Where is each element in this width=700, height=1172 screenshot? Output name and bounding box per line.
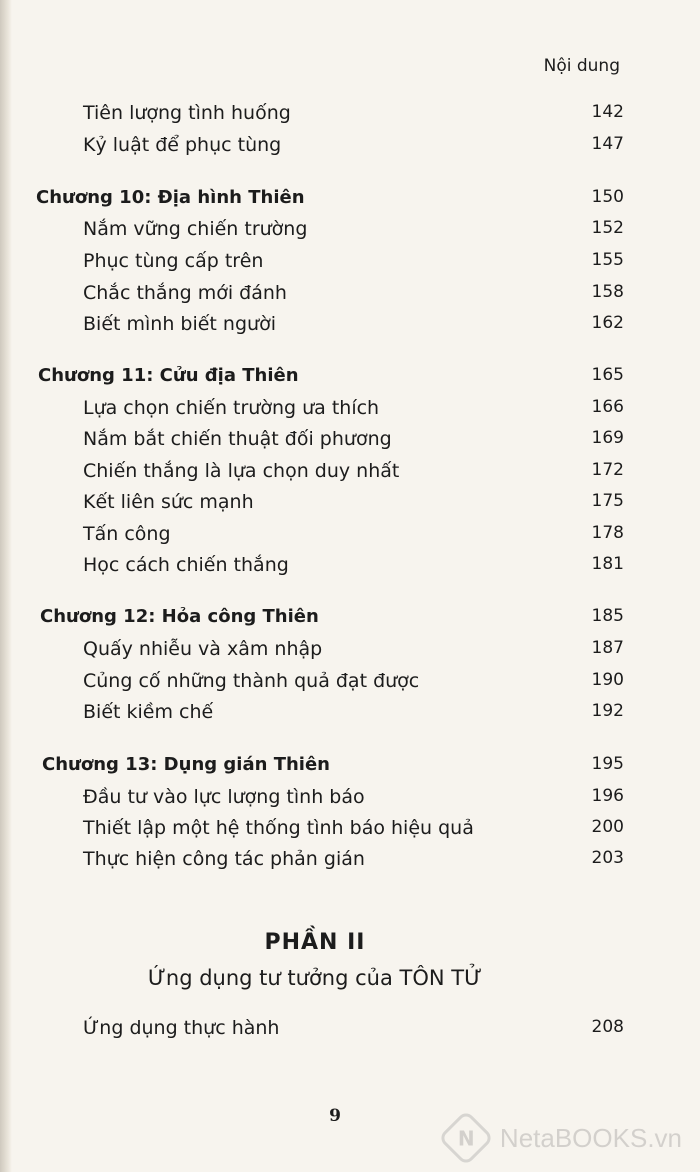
page-ref: 166 — [591, 397, 624, 417]
entry-title: Nắm vững chiến trường — [83, 218, 308, 240]
toc-chapter-row — [0, 606, 700, 636]
page-number: 9 — [329, 1106, 341, 1126]
toc-entry-row — [0, 397, 700, 427]
toc-entry-row — [0, 554, 700, 584]
entry-title: Tấn công — [83, 523, 171, 545]
page-ref: 155 — [591, 250, 624, 270]
entry-title: Thiết lập một hệ thống tình báo hiệu quả — [83, 817, 474, 839]
toc-entry-row — [0, 701, 700, 731]
page-ref: 187 — [591, 638, 624, 658]
running-header: Nội dung — [543, 56, 620, 76]
toc-entry-row — [0, 670, 700, 700]
toc-entry-row — [0, 786, 700, 816]
page-ref: 185 — [591, 606, 624, 626]
toc-entry-row — [0, 523, 700, 553]
part-heading: PHẦN II — [264, 930, 366, 955]
entry-title: Chắc thắng mới đánh — [83, 282, 287, 304]
watermark — [446, 1118, 682, 1158]
entry-title: Quấy nhiễu và xâm nhập — [83, 638, 323, 660]
toc-entry-row — [0, 460, 700, 490]
page-spine-shadow — [0, 0, 12, 1172]
page-ref: 181 — [591, 554, 624, 574]
toc-chapter-row — [0, 365, 700, 395]
page-ref: 175 — [591, 491, 624, 511]
toc-entry-row — [0, 638, 700, 668]
page-ref: 192 — [591, 701, 624, 721]
page-ref: 169 — [591, 428, 624, 448]
chapter-title: Chương 10: Địa hình Thiên — [36, 187, 305, 208]
toc-entry-row — [0, 134, 700, 164]
toc-entry-row — [0, 428, 700, 458]
entry-title: Biết kiềm chế — [83, 701, 214, 723]
entry-title: Lựa chọn chiến trường ưa thích — [83, 397, 380, 419]
page-ref: 172 — [591, 460, 624, 480]
entry-title: Kỷ luật để phục tùng — [83, 134, 282, 156]
page-ref: 196 — [591, 786, 624, 806]
toc-entry-row — [0, 491, 700, 521]
page-ref: 147 — [591, 134, 624, 154]
part-subtitle: Ứng dụng tư tưởng của TÔN TỬ — [147, 966, 483, 990]
toc-entry-row — [0, 102, 700, 132]
entry-title: Kết liên sức mạnh — [83, 491, 254, 513]
entry-title: Thực hiện công tác phản gián — [83, 848, 365, 870]
entry-title: Phục tùng cấp trên — [83, 250, 264, 272]
page-ref: 142 — [591, 102, 624, 122]
page-ref: 178 — [591, 523, 624, 543]
page-ref: 152 — [591, 218, 624, 238]
entry-title: Đầu tư vào lực lượng tình báo — [83, 786, 365, 808]
entry-title: Nắm bắt chiến thuật đối phương — [83, 428, 392, 450]
entry-title: Ứng dụng thực hành — [83, 1017, 280, 1039]
page-ref: 158 — [591, 282, 624, 302]
entry-title: Tiên lượng tình huống — [83, 102, 291, 124]
page-ref: 162 — [591, 313, 624, 333]
page-ref: 150 — [591, 187, 624, 207]
toc-entry-row — [0, 313, 700, 343]
entry-title: Chiến thắng là lựa chọn duy nhất — [83, 460, 400, 482]
entry-title: Biết mình biết người — [83, 313, 276, 335]
toc-entry-row — [0, 848, 700, 878]
page-ref: 208 — [591, 1017, 624, 1037]
toc-entry-row — [0, 817, 700, 847]
chapter-title: Chương 13: Dụng gián Thiên — [42, 754, 330, 775]
page-ref: 203 — [591, 848, 624, 868]
entry-title: Học cách chiến thắng — [83, 554, 289, 576]
watermark-text: NetaBOOKS.vn — [499, 1122, 682, 1153]
toc-chapter-row — [0, 754, 700, 784]
toc-entry-row — [0, 282, 700, 312]
entry-title: Củng cố những thành quả đạt được — [83, 670, 420, 692]
toc-entry-row — [0, 218, 700, 248]
toc-entry-row — [0, 1017, 700, 1047]
toc-entry-row — [0, 250, 700, 280]
chapter-title: Chương 11: Cửu địa Thiên — [38, 365, 299, 386]
page-ref: 200 — [591, 817, 624, 837]
toc-chapter-row — [0, 187, 700, 217]
page-ref: 195 — [591, 754, 624, 774]
page-ref: 190 — [591, 670, 624, 690]
page-ref: 165 — [591, 365, 624, 385]
chapter-title: Chương 12: Hỏa công Thiên — [40, 606, 319, 627]
netabooks-logo-icon: N — [438, 1110, 495, 1167]
